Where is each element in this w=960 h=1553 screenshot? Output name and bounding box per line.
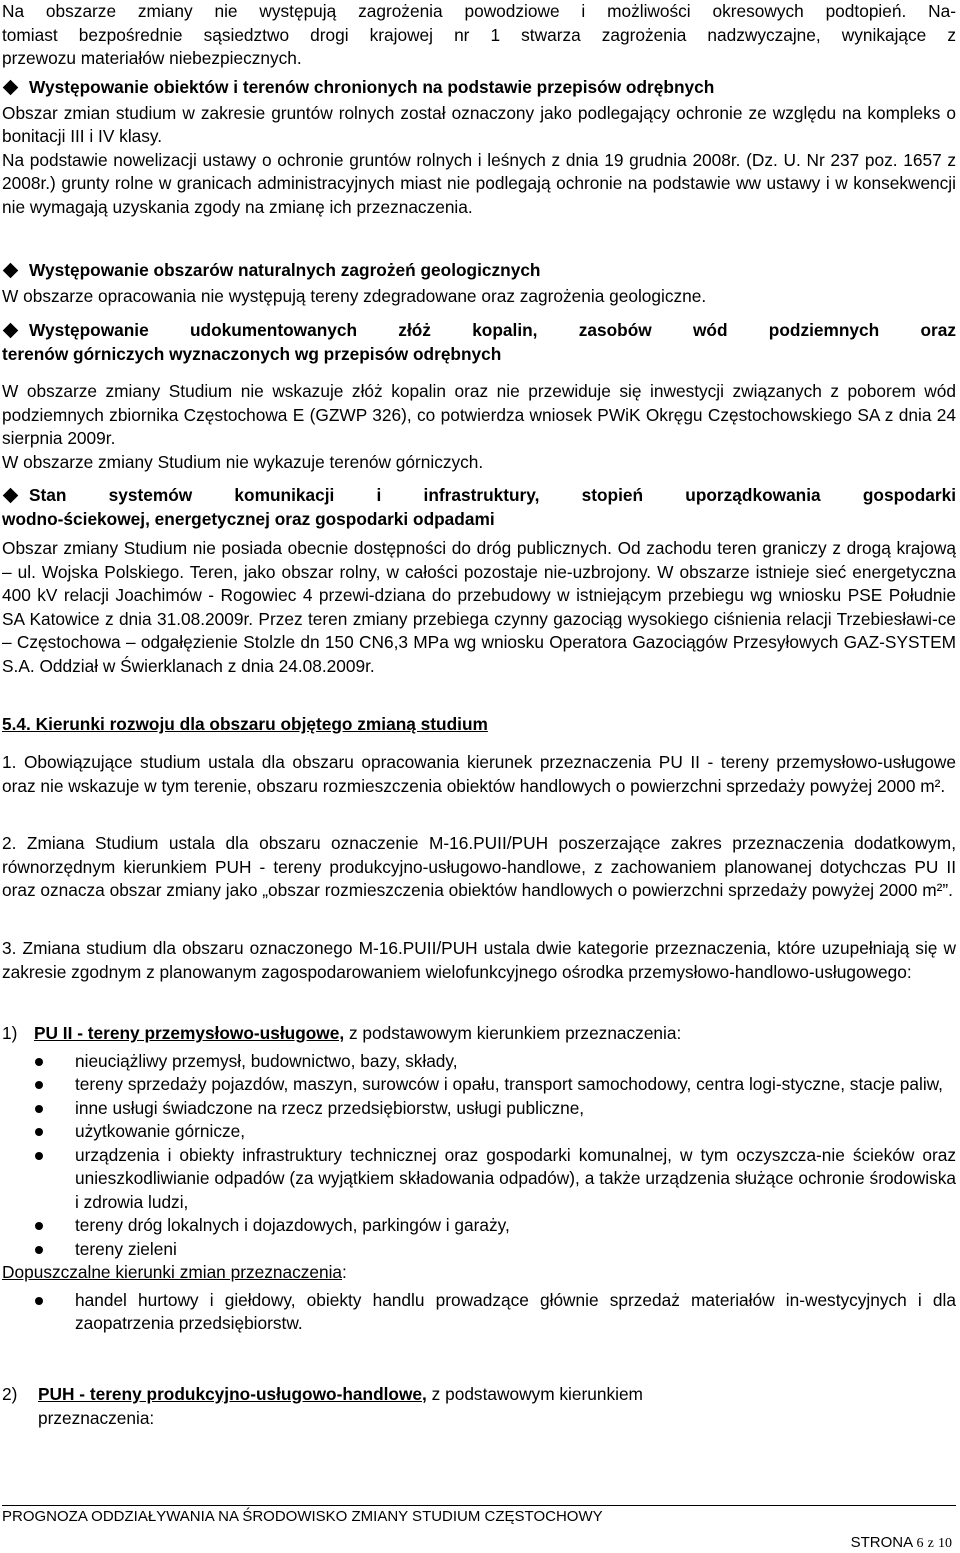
allowed-directions-label: Dopuszczalne kierunki zmian przeznaczenia: [2,1262,347,1282]
infrastructure-paragraph: Obszar zmiany Studium nie posiada obecnie dostępności do dróg publicznych. Od zachodu teren graniczy z drogą krajową – ul. Wojska Polskiego. Teren, jako obszar rolny, w całości pozostaje nie-uzbrojony. W obszarze istnieje sieć energetyczna 400 kV relacji Joachimów - Rogowiec 4 przewi-dziana do przebudowy w istniejącym przebiegu wg wniosku PSE Południe SA Katowice z dnia 31.08.2009r. Przez teren zmiany przebiega czynny gazociąg wysokiego ciśnienia relacji Trzebiesławi-ce – Częstochowa – odgałęzienie Stolzle dn 150 CN6,3 MPa wg wniosku Operatora Gazociągów Przesyłowych GAZ-SYSTEM S.A. Oddział w Świerklanach z dnia 24.08.2009r. [2,538,956,676]
intro-line-2: tomiast bezpośrednie sąsiedztwo drogi krajowej nr 1 stwarza zagrożenia nadzwyczajne, wynikające z [2,24,956,45]
category-2-heading: 2) PUH - tereny produkcyjno-usługowo-handlowe, z podstawowym kierunkiem [2,1384,643,1404]
diamond-bullet-icon [3,323,19,339]
directions-paragraph-3: 3. Zmiana studium dla obszaru oznaczonego M-16.PUII/PUH ustala dwie kategorie przeznaczenia, które uzupełniają się w zakresie zgodnym z planowanym zagospodarowaniem wielofunkcyjnego ośrodka przemysłowo-handlowo-usługowego: [2,938,956,982]
list-item: urządzenia i obiekty infrastruktury technicznej oraz gospodarki komunalnej, w tym oczyszcza-nie ścieków oraz unieszkodliwianie odpadów (za wyjątkiem składowania odpadów), a także urządzenia służące ochronie środowiska i zdrowia ludzi, [2,1144,956,1215]
protected-areas-paragraph-1: Obszar zmian studium w zakresie gruntów rolnych został oznaczony jako podlegający ochronie ze względu na kompleks o bonitacji III i IV klasy. [2,102,956,146]
list-item: tereny dróg lokalnych i dojazdowych, parkingów i garaży, [2,1214,956,1238]
intro-line-1: Na obszarze zmiany nie występują zagrożenia powodziowe i możliwości okresowych podtopień. Na- [2,1,956,21]
list-item: użytkowanie górnicze, [2,1120,956,1144]
section-heading-geological-hazards: Występowanie obszarów naturalnych zagrożeń geologicznych [2,259,956,283]
category-2-heading-cont: przeznaczenia: [38,1407,155,1428]
allowed-directions-list [2,1289,956,1336]
page-number: STRONA 6 z 10 [850,1534,952,1551]
deposits-paragraph-2: W obszarze zmiany Studium nie wykazuje terenów górniczych. [2,451,484,472]
intro-line-3: przewozu materiałów niebezpiecznych. [2,48,302,68]
category-1-heading: 1) PU II - tereny przemysłowo-usługowe, z podstawowym kierunkiem przeznaczenia: [2,1023,682,1043]
protected-areas-paragraph-2: Na podstawie nowelizacji ustawy o ochronie gruntów rolnych i leśnych z dnia 19 grudnia 2008r. (Dz. U. Nr 237 poz. 1657 z 2008r.) grunty rolne w granicach administracyjnych miast nie podlegają ochronie na podstawie ww ustawy i w konsekwencji nie wymagają uzyskania zgody na zmianę ich przeznaczenia. [2,149,956,217]
section-heading-deposits: Występowanie udokumentowanych złóż kopalin, zasobów wód podziemnych oraz terenów górniczych wyznaczonych wg przepisów odrębnych [2,320,956,364]
diamond-bullet-icon [3,80,19,96]
list-item: tereny sprzedaży pojazdów, maszyn, surowców i opału, transport samochodowy, centra logi-styczne, stacje paliw, [2,1073,956,1097]
directions-paragraph-1: 1. Obowiązujące studium ustala dla obszaru opracowania kierunek przeznaczenia PU II - tereny przemysłowo-usługowe oraz nie wskazuje w tym terenie, obszaru rozmieszczenia obiektów handlowych o powierzchni sprzedaży powyżej 2000 m². [2,752,956,796]
list-item: tereny zieleni [2,1238,956,1262]
directions-paragraph-2: 2. Zmiana Studium ustala dla obszaru oznaczenie M-16.PUII/PUH poszerzające zakres przeznaczenia dodatkowym, równorzędnym kierunkiem PUH - tereny produkcyjno-usługowo-handlowe, z zachowaniem planowanej dotychczas PU II oraz oznacza obszar zmiany jako „obszar rozmieszczenia obiektów handlowych o powierzchni sprzedaży powyżej 2000 m²”. [2,833,956,900]
page-footer [2,1505,956,1551]
deposits-paragraph-1: W obszarze zmiany Studium nie wskazuje złóż kopalin oraz nie przewiduje się inwestycji związanych z poborem wód podziemnych zbiornika Częstochowa E (GZWP 326), co potwierdza wniosek PWiK Okręgu Częstochowskiego SA z dnia 24 sierpnia 2009r. [2,381,956,448]
section-heading-5-4: 5.4. Kierunki rozwoju dla obszaru objętego zmianą studium [2,714,488,734]
geological-hazards-paragraph: W obszarze opracowania nie występują tereny zdegradowane oraz zagrożenia geologiczne. [2,285,707,306]
list-item: handel hurtowy i giełdowy, obiekty handlu prowadzące głównie sprzedaż materiałów in-westycyjnych i dla zaopatrzenia przedsiębiorstw. [2,1289,956,1336]
section-heading-infrastructure: Stan systemów komunikacji i infrastruktury, stopień uporządkowania gospodarki wodno-ściekowej, energetycznej oraz gospodarki odpadami [2,485,956,529]
diamond-bullet-icon [3,488,19,504]
list-item: inne usługi świadczone na rzecz przedsiębiorstw, usługi publiczne, [2,1097,956,1121]
category-1-list [2,1050,956,1262]
section-heading-protected-areas: Występowanie obiektów i terenów chronionych na podstawie przepisów odrębnych [2,76,956,100]
diamond-bullet-icon [3,263,19,279]
footer-title: PROGNOZA ODDZIAŁYWANIA NA ŚRODOWISKO ZMIANY STUDIUM CZĘSTOCHOWY [2,1508,603,1525]
list-item: nieuciążliwy przemysł, budownictwo, bazy, składy, [2,1050,956,1074]
